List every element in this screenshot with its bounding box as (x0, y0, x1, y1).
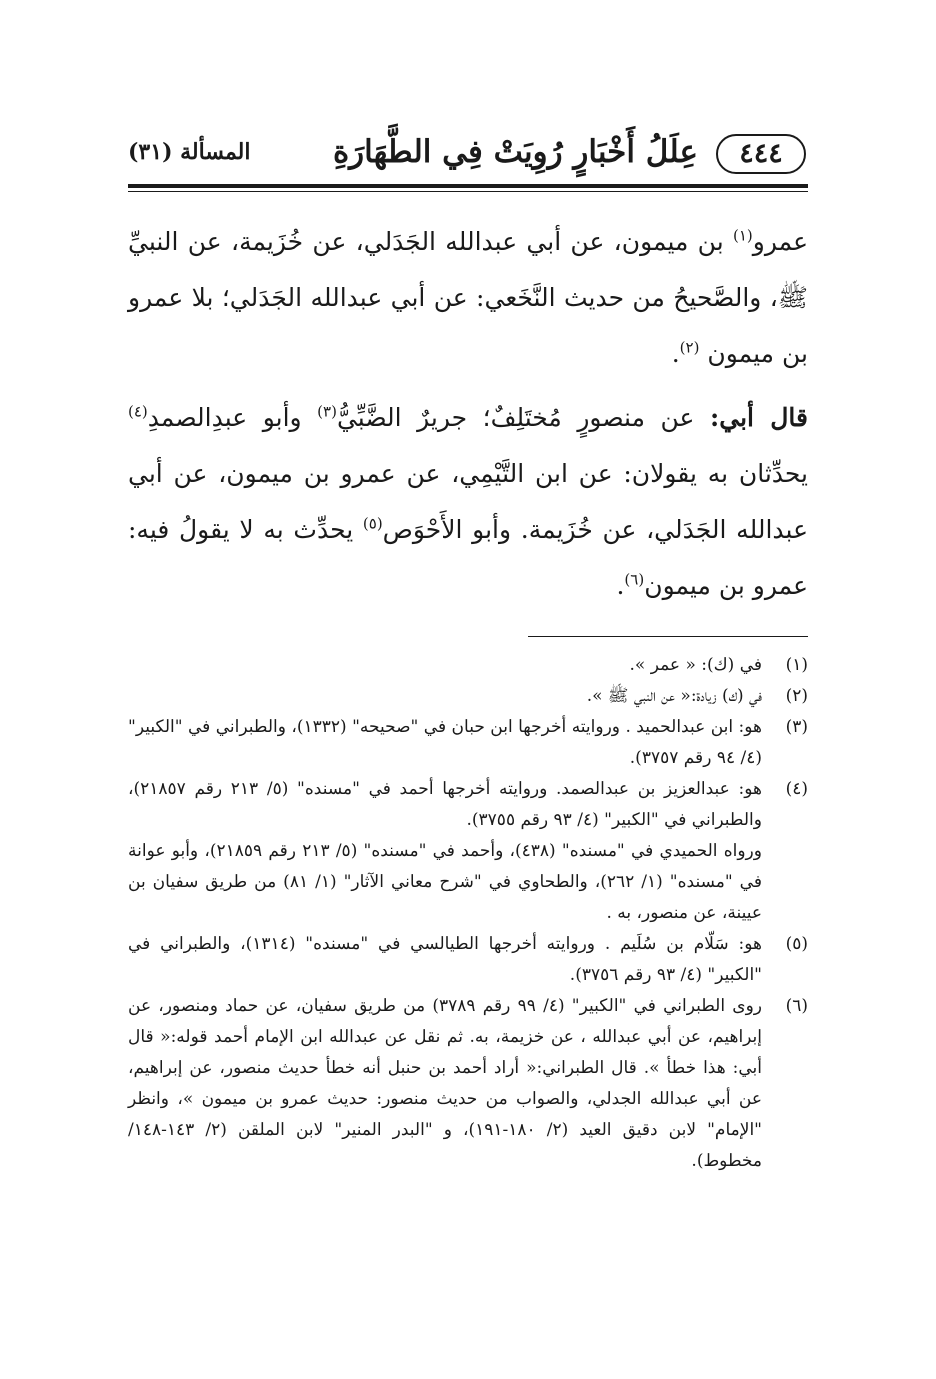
text-run: . (616, 571, 625, 600)
footnote-text (128, 774, 762, 929)
footnote-text (128, 650, 762, 681)
footnote-ref: (٤) (128, 402, 148, 421)
footnote-paragraph: في (ك): « عمر ». (629, 655, 762, 675)
footnote-paragraph: في (ك) زيادة:« عن النبي ﷺ ». (586, 686, 762, 706)
issue-label: المسألة (٣١) (128, 139, 251, 165)
text-run: بن ميمون، عن أبي عبدالله الجَدَلي، عن خُزَيمة، عن النبيِّ ﷺ، والصَّحيحُ من حديث النَّخَعي: عن أبي عبدالله الجَدَلي؛ بلا عمرو بن ميمون (128, 227, 808, 368)
footnote-2 (128, 681, 808, 712)
footnote-number: (٢) (785, 686, 808, 706)
footnote-paragraph: هو: ابن عبدالحميد . وروايته أخرجها ابن حبان في "صحيحه" (١٣٣٢)، والطبراني في "الكبير" (٤/ ٩٤ رقم ٣٧٥٧). (128, 717, 763, 768)
text-run: يحدِّث به لا يقولُ فيه: عمرو بن ميمون (128, 515, 808, 600)
footnote-text (128, 712, 762, 774)
book-title: عِلَلُ أَخْبَارٍ رُوِيَتْ فِي الطَّهَارَةِ (332, 134, 698, 170)
header-rule-thin (128, 191, 808, 192)
footnote-text (128, 991, 762, 1177)
text-run: وأبو عبدِالصمدِ (147, 403, 318, 432)
main-text (128, 214, 808, 614)
footnote-paragraph: هو: سَلّام بن سُلَيم . وروايته أخرجها الطيالسي في "مسنده" (١٣١٤)، والطبراني في "الكبير" (٤/ ٩٣ رقم ٣٧٥٦). (128, 934, 762, 985)
footnote-text (128, 929, 762, 991)
paragraph-2 (128, 390, 808, 614)
footnotes (128, 650, 808, 1177)
footnote-ref: (٣) (317, 402, 337, 421)
footnote-paragraph: روى الطبراني في "الكبير" (٤/ ٩٩ رقم ٣٧٨٩) من طريق سفيان، عن حماد ومنصور، عن إبراهيم، عن أبي عبدالله ، عن خزيمة، به. ثم نقل عن عبدالله ابن الإمام أحمد قوله:« قال أبي: هذا خطأ ». قال الطبراني:« أراد أحمد بن حنبل أنه خطأ حديث منصور، عن إبراهيم، عن أبي عبدالله الجدلي، والصواب من حديث منصور: حديث عمرو بن ميمون »، وانظر "الإمام" لابن دقيق العيد (٢/ ١٨٠-١٩١)، و "البدر المنير" لابن الملقن (٢/ ١٤٣-١٤٨/ مخطوط). (128, 996, 762, 1171)
footnote-separator (528, 636, 808, 637)
footnote-paragraph: هو: عبدالعزيز بن عبدالصمد. وروايته أخرجها أحمد في "مسنده" (٥/ ٢١٣ رقم ٢١٨٥٧)، والطبراني في "الكبير" (٤/ ٩٣ رقم ٣٧٥٥). (128, 779, 762, 830)
header-rule-thick (128, 184, 808, 188)
page-header (128, 130, 808, 178)
footnote-ref: (١) (732, 226, 753, 245)
footnote-5 (128, 929, 808, 991)
speaker-label: قال أبي: (710, 403, 808, 432)
footnote-number: (٥) (785, 934, 808, 954)
footnote-ref: (٦) (624, 570, 645, 589)
footnote-ref: (٥) (362, 514, 383, 533)
text-run: عمرو (752, 227, 808, 256)
footnote-paragraph: ورواه الحميدي في "مسنده" (٤٣٨)، وأحمد في "مسنده" (٥/ ٢١٣ رقم ٢١٨٥٩)، وأبو عوانة في "مسنده" (١/ ٢٦٢)، والطحاوي في "شرح معاني الآثار" (١/ ٨١) من طريق سفيان بن عيينة، عن منصور، به . (128, 841, 762, 923)
footnote-ref: (٢) (679, 338, 700, 357)
paragraph-1 (128, 214, 808, 382)
footnote-3 (128, 712, 808, 774)
footnote-6 (128, 991, 808, 1177)
footnote-number: (١) (785, 655, 808, 675)
footnote-number: (٣) (785, 717, 808, 737)
footnote-number: (٦) (785, 996, 808, 1016)
text-run: . (671, 339, 680, 368)
footnote-text (128, 681, 762, 712)
footnote-number: (٤) (785, 779, 808, 799)
text-run: عن منصورٍ مُختَلِفٌ؛ جريرٌ الضَّبِّيُّ (336, 403, 710, 432)
footnote-1 (128, 650, 808, 681)
page-number: ٤٤٤ (716, 134, 806, 174)
text-run: يحدِّثان به يقولان: عن ابن التَّيْمِي، عن عمرو بن ميمون، عن أبي عبدالله الجَدَلي، عن خُزَيمة. وأبو الأَحْوَص (128, 459, 808, 544)
footnote-4 (128, 774, 808, 929)
